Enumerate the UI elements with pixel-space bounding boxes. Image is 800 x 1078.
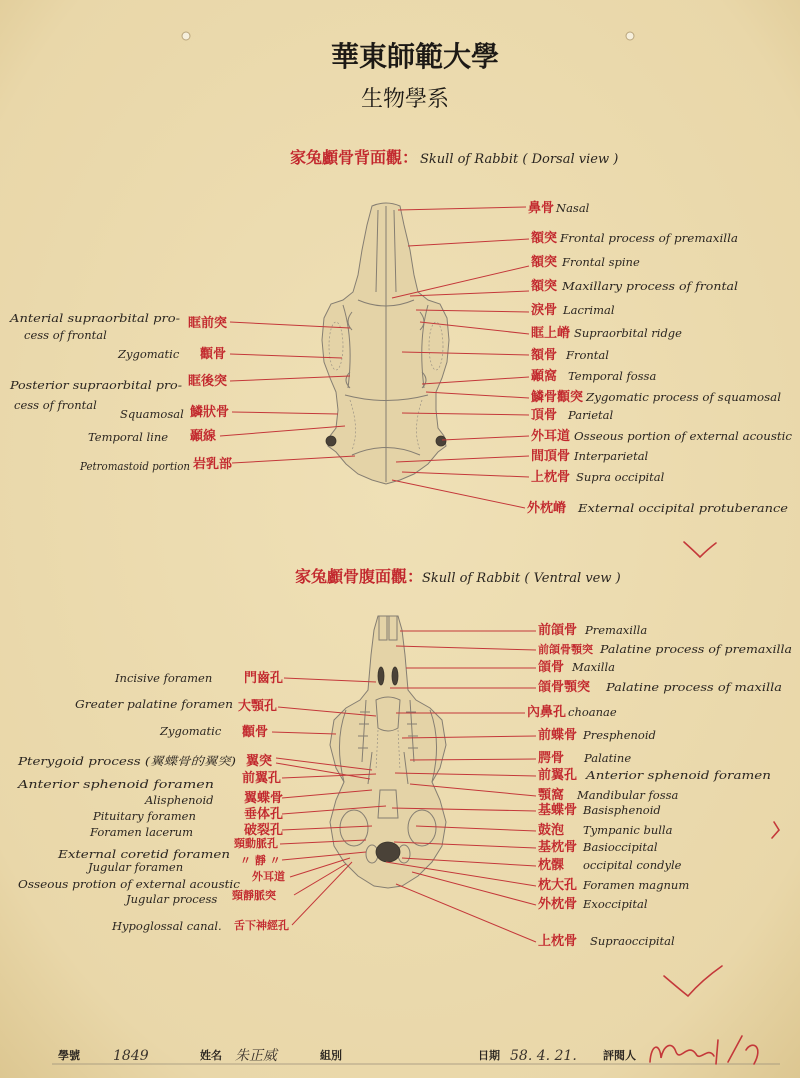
ventral-tympanic-bulla-cn: 鼓泡: [538, 823, 565, 838]
dorsal-ear-opening-right: [436, 436, 446, 446]
ventral-external-acoustic-cn: 外耳道: [252, 870, 285, 883]
ventral-presphenoid-cn: 前蝶骨: [538, 728, 578, 743]
dorsal-nasal-en: Nasal: [556, 201, 590, 215]
ventral-jugular-foramen-cn: 〃 靜 〃: [240, 854, 281, 867]
ventral-pituitary-foramen-en: Pituitary foramen: [93, 809, 196, 823]
ventral-occipital-condyle-en: occipital condyle: [583, 858, 682, 872]
ventral-basisphenoid-en: Basisphenoid: [583, 803, 661, 817]
ventral-external-acoustic-en: Osseous protion of external acoustic: [18, 877, 241, 891]
ventral-incisive-foramen-cn: 門齒孔: [244, 671, 284, 686]
ventral-foramen-magnum: [376, 842, 400, 862]
dorsal-ear-opening-left: [326, 436, 336, 446]
ventral-external-carotid-foramen-en: External coretid foramen: [56, 847, 230, 861]
ventral-anterior-sphenoid-foramen-en: Anterior sphenoid foramen: [584, 768, 771, 782]
dorsal-frontal-en: Frontal: [566, 348, 609, 362]
ventral-premaxilla-en: Premaxilla: [585, 623, 648, 637]
dorsal-lacrimal-cn: 淚骨: [531, 303, 558, 318]
ventral-title-en: Skull of Rabbit ( Ventral vew ): [422, 571, 621, 586]
ventral-title-cn: 家兔顱骨腹面觀：: [295, 567, 424, 586]
ventral-jugular-foramen-en: Jugular foramen: [88, 860, 184, 874]
ventral-anterior-sphenoid-foramen-cn: 前翼孔: [538, 768, 578, 783]
ventral-tympanic-bulla-en: Tympanic bulla: [583, 823, 673, 837]
ventral-hypoglossal-canal-en: Hypoglossal canal.: [112, 919, 222, 933]
dorsal-parietal-en: Parietal: [568, 408, 614, 422]
ventral-foramen-magnum-cn: 枕大孔: [538, 878, 578, 893]
dorsal-temporal-fossa-cn: 顳窩: [531, 369, 558, 384]
ventral-palatine-process-premaxilla-en: Palatine process of premaxilla: [598, 642, 793, 656]
dorsal-zygomatic-cn: 顴骨: [200, 347, 227, 362]
ventral-alisphenoid-en: Alisphenoid: [145, 793, 214, 807]
ventral-incisive-foramen-left: [378, 667, 384, 685]
ventral-incisive-foramen-en: Incisive foramen: [115, 671, 213, 685]
ventral-choanae-cn: 內鼻孔: [527, 705, 567, 720]
ventral-occipital-condyle-cn: 枕髁: [538, 858, 565, 873]
ventral-zygomatic-cn: 顴骨: [242, 725, 269, 740]
ventral-presphenoid-en: Presphenoid: [583, 728, 656, 742]
ventral-incisive-foramen-right: [392, 667, 398, 685]
dorsal-title-cn: 家兔顱骨背面觀：: [290, 148, 419, 167]
dorsal-external-acoustic-cn: 外耳道: [531, 429, 571, 444]
ventral-supraoccipital-en: Supraoccipital: [590, 934, 675, 948]
dorsal-external-occipital-protuberance-cn: 外枕嵴: [527, 501, 567, 516]
dorsal-squamosal-en: Squamosal: [120, 407, 184, 421]
ventral-palatine-process-maxilla-en: Palatine process of maxilla: [604, 680, 783, 694]
dorsal-petromastoid-portion-en: Petromastoid portion: [79, 459, 190, 473]
ventral-anterior-sphenoid-foramen-left-en: Anterior sphenoid foramen: [16, 777, 215, 791]
ventral-pterygoid-process-cn: 翼突: [246, 754, 273, 769]
dorsal-anterior-supraorbital-process-en-line1: Anterial supraorbital pro-: [8, 311, 181, 325]
ventral-basioccipital-en: Basioccipital: [583, 840, 658, 854]
ventral-palatine-process-maxilla-cn: 頜骨顎突: [538, 680, 591, 695]
date-value: 58. 4. 21.: [510, 1048, 577, 1064]
ventral-maxilla-en: Maxilla: [572, 660, 616, 674]
dorsal-anterior-supraorbital-process-en-line2: cess of frontal: [24, 328, 107, 342]
dorsal-supra-occipital-cn: 上枕骨: [531, 470, 571, 485]
ventral-external-carotid-foramen-cn: 頸動脈孔: [234, 837, 278, 850]
ventral-mandibular-fossa-cn: 顎窩: [538, 788, 565, 803]
dorsal-temporal-line-en: Temporal line: [88, 430, 169, 444]
ventral-pituitary-foramen-cn: 垂体孔: [244, 807, 284, 822]
ventral-zygomatic-en: Zygomatic: [160, 724, 222, 738]
dorsal-frontal-spine-en: Frontal spine: [562, 255, 640, 269]
dorsal-supra-occipital-en: Supra occipital: [576, 470, 665, 484]
ventral-palatine-cn: 腭骨: [538, 751, 565, 766]
dorsal-zygomatic-process-squamosal-en: Zygomatic process of squamosal: [584, 390, 782, 404]
ventral-premaxilla-cn: 前頜骨: [538, 623, 578, 638]
student-id-value: 1849: [113, 1048, 149, 1064]
ventral-alisphenoid-cn: 翼蝶骨: [244, 791, 284, 806]
ventral-greater-palatine-foramen-en: Greater palatine foramen: [75, 697, 233, 711]
dorsal-frontal-process-premaxilla-cn: 額突: [531, 231, 558, 246]
ventral-tympanic-bulla-right: [408, 810, 436, 846]
ventral-choanae-en: choanae: [568, 705, 617, 719]
dorsal-maxillary-process-frontal-en: Maxillary process of frontal: [560, 279, 739, 293]
dorsal-maxillary-process-frontal-cn: 額突: [531, 279, 558, 294]
ventral-hypoglossal-canal-cn: 舌下神經孔: [234, 919, 289, 932]
ventral-jugular-process-cn: 頸靜脈突: [232, 889, 276, 902]
ventral-basisphenoid-cn: 基蝶骨: [538, 803, 578, 818]
dorsal-posterior-supraorbital-process-en-line1: Posterior supraorbital pro-: [8, 378, 183, 392]
ventral-mandibular-fossa-en: Mandibular fossa: [577, 788, 679, 802]
dorsal-lacrimal-en: Lacrimal: [563, 303, 615, 317]
ventral-exoccipital-en: Exoccipital: [583, 897, 648, 911]
student-name-value: 朱正威: [235, 1048, 277, 1064]
dorsal-interparietal-cn: 間頂骨: [531, 449, 571, 464]
ventral-palatine-en: Palatine: [584, 751, 632, 765]
university-name: 華東師範大學: [330, 40, 500, 73]
ventral-maxilla-cn: 頜骨: [538, 660, 565, 675]
ventral-greater-palatine-foramen-cn: 大顎孔: [238, 699, 278, 714]
reviewer-label: 評閱人: [603, 1049, 636, 1062]
punch-hole-left: [182, 32, 190, 40]
ventral-basioccipital-cn: 基枕骨: [538, 840, 578, 855]
ventral-supraoccipital-cn: 上枕骨: [538, 934, 578, 949]
dorsal-frontal-process-premaxilla-en: Frontal process of premaxilla: [558, 231, 739, 245]
dorsal-anterior-supraorbital-process-cn: 眶前突: [188, 316, 228, 331]
dorsal-zygomatic-en: Zygomatic: [118, 347, 180, 361]
dorsal-posterior-supraorbital-process-cn: 眶後突: [188, 374, 228, 389]
ventral-foramen-magnum-en: Foramen magnum: [583, 878, 690, 892]
student-id-label: 學號: [58, 1049, 80, 1062]
dorsal-supraorbital-ridge-cn: 眶上嵴: [531, 326, 571, 341]
student-name-label: 姓名: [200, 1049, 222, 1062]
dorsal-external-occipital-protuberance-en: External occipital protuberance: [576, 501, 789, 515]
ventral-palatine-process-premaxilla-cn: 前頜骨顎突: [538, 643, 593, 656]
dorsal-nasal-cn: 鼻骨: [528, 201, 555, 216]
ventral-foramen-lacerum-en: Foramen lacerum: [90, 825, 193, 839]
dorsal-petromastoid-portion-cn: 岩乳部: [193, 457, 233, 472]
group-label: 組別: [320, 1049, 342, 1062]
dorsal-squamosal-cn: 鱗狀骨: [190, 405, 230, 420]
dorsal-zygomatic-process-squamosal-cn: 鱗骨顴突: [531, 390, 584, 405]
ventral-anterior-sphenoid-foramen-left-cn: 前翼孔: [242, 771, 282, 786]
dorsal-title-en: Skull of Rabbit ( Dorsal view ): [420, 152, 619, 167]
dorsal-parietal-cn: 頂骨: [531, 408, 558, 423]
ventral-foramen-lacerum-cn: 破裂孔: [244, 823, 284, 838]
dorsal-temporal-line-cn: 顳線: [190, 429, 217, 444]
dorsal-external-acoustic-en: Osseous portion of external acoustic: [574, 429, 793, 443]
dorsal-interparietal-en: Interparietal: [574, 449, 649, 463]
ventral-pterygoid-process-en: Pterygoid process (翼蝶骨的翼突): [16, 754, 236, 768]
dorsal-frontal-cn: 額骨: [531, 348, 558, 363]
ventral-exoccipital-cn: 外枕骨: [538, 897, 578, 912]
dorsal-supraorbital-ridge-en: Supraorbital ridge: [574, 326, 682, 340]
date-label: 日期: [478, 1049, 500, 1062]
ventral-jugular-process-en: Jugular process: [126, 892, 218, 906]
dorsal-temporal-fossa-en: Temporal fossa: [568, 369, 657, 383]
dorsal-frontal-spine-cn: 額突: [531, 255, 558, 270]
dorsal-posterior-supraorbital-process-en-line2: cess of frontal: [14, 398, 97, 412]
punch-hole-right: [626, 32, 634, 40]
department-name: 生物學系: [360, 87, 450, 112]
